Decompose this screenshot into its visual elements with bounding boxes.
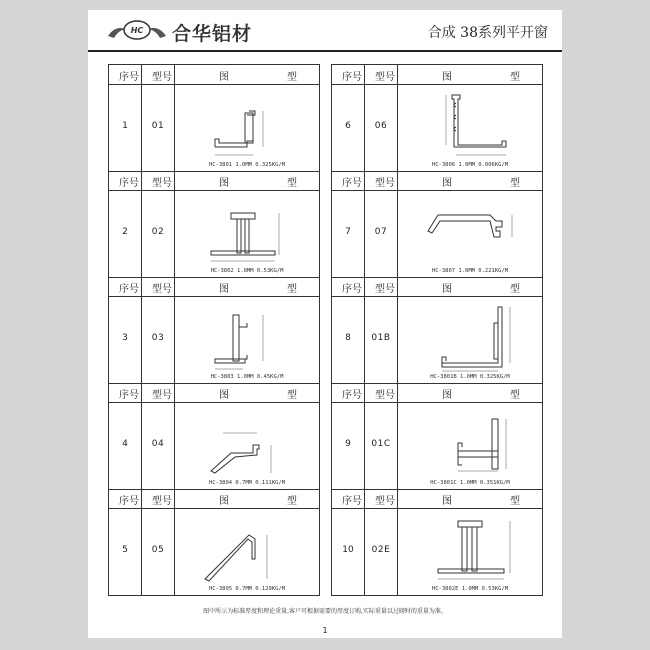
- column-header-drawing-a: 图: [219, 390, 229, 401]
- column-header-drawing-a: 图: [442, 390, 452, 401]
- table-row: [109, 191, 319, 278]
- column-header-drawing-b: 型: [287, 178, 297, 189]
- column-header-model: 型号: [375, 284, 395, 295]
- table-header-row: [332, 489, 542, 509]
- column-header-model: 型号: [375, 178, 395, 189]
- profile-drawing: [175, 297, 319, 383]
- logo-letters: HC: [130, 26, 144, 35]
- column-header-drawing-b: 型: [510, 178, 520, 189]
- profile-drawing: [398, 297, 542, 383]
- column-divider: [364, 383, 365, 402]
- profile-drawing: [175, 85, 319, 171]
- catalog-page: [88, 10, 562, 638]
- column-header-drawing-a: 图: [442, 72, 452, 83]
- profile-caption: HC-3801C 1.0MM 0.351KG/M: [430, 480, 510, 486]
- table-header-row: [109, 65, 319, 85]
- table-row: [109, 509, 319, 596]
- column-header-index: 序号: [342, 496, 362, 507]
- profile-caption: HC-3802 1.0MM 0.53KG/M: [210, 268, 284, 274]
- profile-caption: HC-3801B 1.0MM 0.325KG/M: [430, 374, 510, 380]
- column-divider: [397, 171, 398, 190]
- column-divider: [141, 277, 142, 296]
- row-model: 01: [151, 121, 165, 131]
- column-divider: [397, 65, 398, 84]
- column-header-index: 序号: [342, 284, 362, 295]
- column-divider: [364, 277, 365, 296]
- column-header-drawing-b: 型: [287, 390, 297, 401]
- table-row: [332, 403, 542, 490]
- table-header-row: [109, 277, 319, 297]
- table-header-row: [332, 65, 542, 85]
- column-header-drawing-b: 型: [510, 390, 520, 401]
- column-divider: [141, 489, 142, 508]
- column-header-index: 序号: [342, 178, 362, 189]
- profile-drawing: [175, 191, 319, 277]
- row-index: 1: [122, 121, 128, 131]
- row-index: 9: [345, 439, 351, 449]
- column-header-model: 型号: [375, 72, 395, 83]
- column-header-drawing-a: 图: [442, 284, 452, 295]
- column-divider: [364, 489, 365, 508]
- column-divider: [174, 277, 175, 296]
- column-header-drawing-b: 型: [287, 72, 297, 83]
- profile-caption: HC-3801 1.0MM 0.325KG/M: [208, 162, 286, 168]
- profile-drawing: [175, 403, 319, 489]
- row-index: 8: [345, 333, 351, 343]
- table-row: [332, 191, 542, 278]
- column-header-index: 序号: [119, 178, 139, 189]
- profile-drawing: [398, 403, 542, 489]
- table-header-row: [109, 383, 319, 403]
- column-header-index: 序号: [119, 72, 139, 83]
- row-index: 7: [345, 227, 351, 237]
- column-header-drawing-a: 图: [219, 284, 229, 295]
- column-divider: [364, 171, 365, 190]
- brand-name: 合华铝材: [172, 23, 253, 45]
- column-header-drawing-b: 型: [510, 496, 520, 507]
- row-index: 5: [122, 545, 128, 555]
- column-header-drawing-a: 图: [442, 496, 452, 507]
- column-header-model: 型号: [375, 496, 395, 507]
- row-index: 10: [342, 545, 354, 555]
- column-divider: [174, 65, 175, 84]
- column-header-model: 型号: [152, 496, 172, 507]
- right-product-table: [331, 64, 543, 596]
- column-header-model: 型号: [152, 178, 172, 189]
- table-row: [109, 85, 319, 172]
- table-row: [109, 403, 319, 490]
- column-divider: [397, 383, 398, 402]
- left-product-table: [108, 64, 320, 596]
- profile-drawing: [398, 85, 542, 171]
- column-header-index: 序号: [119, 390, 139, 401]
- row-model: 01C: [371, 439, 391, 449]
- column-header-drawing-b: 型: [510, 72, 520, 83]
- column-divider: [174, 489, 175, 508]
- series-title: 合成 38系列平开窗: [427, 25, 548, 41]
- column-header-index: 序号: [342, 390, 362, 401]
- profile-caption: HC-3807 1.0MM 0.221KG/M: [431, 268, 509, 274]
- column-header-drawing-b: 型: [510, 284, 520, 295]
- column-divider: [364, 65, 365, 84]
- column-header-index: 序号: [342, 72, 362, 83]
- table-header-row: [332, 277, 542, 297]
- column-divider: [141, 171, 142, 190]
- table-header-row: [109, 489, 319, 509]
- profile-drawing: [175, 509, 319, 595]
- row-index: 6: [345, 121, 351, 131]
- profile-caption: HC-3802E 1.0MM 0.53KG/M: [431, 586, 509, 592]
- row-model: 04: [151, 439, 165, 449]
- column-header-model: 型号: [152, 390, 172, 401]
- row-model: 05: [151, 545, 165, 555]
- row-model: 07: [374, 227, 388, 237]
- column-divider: [397, 277, 398, 296]
- column-header-model: 型号: [152, 72, 172, 83]
- row-model: 03: [151, 333, 165, 343]
- column-header-drawing-a: 图: [219, 496, 229, 507]
- hc-emblem-icon: [106, 18, 168, 42]
- row-index: 2: [122, 227, 128, 237]
- column-divider: [141, 65, 142, 84]
- profile-drawing: [398, 191, 542, 277]
- page-number: 1: [322, 626, 328, 635]
- column-header-index: 序号: [119, 284, 139, 295]
- row-model: 02: [151, 227, 165, 237]
- footnote: 图中所示为标准厚度和理论重量,客户可根据需要的厚度订购,实际重量以过磅时的重量为准。: [203, 608, 447, 615]
- column-header-model: 型号: [375, 390, 395, 401]
- page-header: [88, 10, 562, 52]
- table-row: [332, 85, 542, 172]
- table-header-row: [109, 171, 319, 191]
- profile-caption: HC-3805 0.7MM 0.129KG/M: [208, 586, 286, 592]
- column-divider: [174, 171, 175, 190]
- table-header-row: [332, 171, 542, 191]
- row-model: 06: [374, 121, 388, 131]
- table-row: [109, 297, 319, 384]
- column-header-drawing-a: 图: [219, 178, 229, 189]
- column-header-index: 序号: [119, 496, 139, 507]
- column-divider: [397, 489, 398, 508]
- column-header-model: 型号: [152, 284, 172, 295]
- profile-caption: HC-3804 0.7MM 0.111KG/M: [208, 480, 286, 486]
- column-header-drawing-b: 型: [287, 284, 297, 295]
- profile-drawing: [398, 509, 542, 595]
- row-model: 02E: [371, 545, 391, 555]
- table-row: [332, 297, 542, 384]
- table-header-row: [332, 383, 542, 403]
- row-model: 01B: [371, 333, 391, 343]
- row-index: 4: [122, 439, 128, 449]
- row-index: 3: [122, 333, 128, 343]
- column-divider: [141, 383, 142, 402]
- column-header-drawing-b: 型: [287, 496, 297, 507]
- column-header-drawing-a: 图: [442, 178, 452, 189]
- column-header-drawing-a: 图: [219, 72, 229, 83]
- profile-caption: HC-3803 1.0MM 0.45KG/M: [210, 374, 284, 380]
- profile-caption: HC-3806 1.0MM 0.006KG/M: [431, 162, 509, 168]
- column-divider: [174, 383, 175, 402]
- brand-logo: [106, 18, 266, 44]
- table-row: [332, 509, 542, 596]
